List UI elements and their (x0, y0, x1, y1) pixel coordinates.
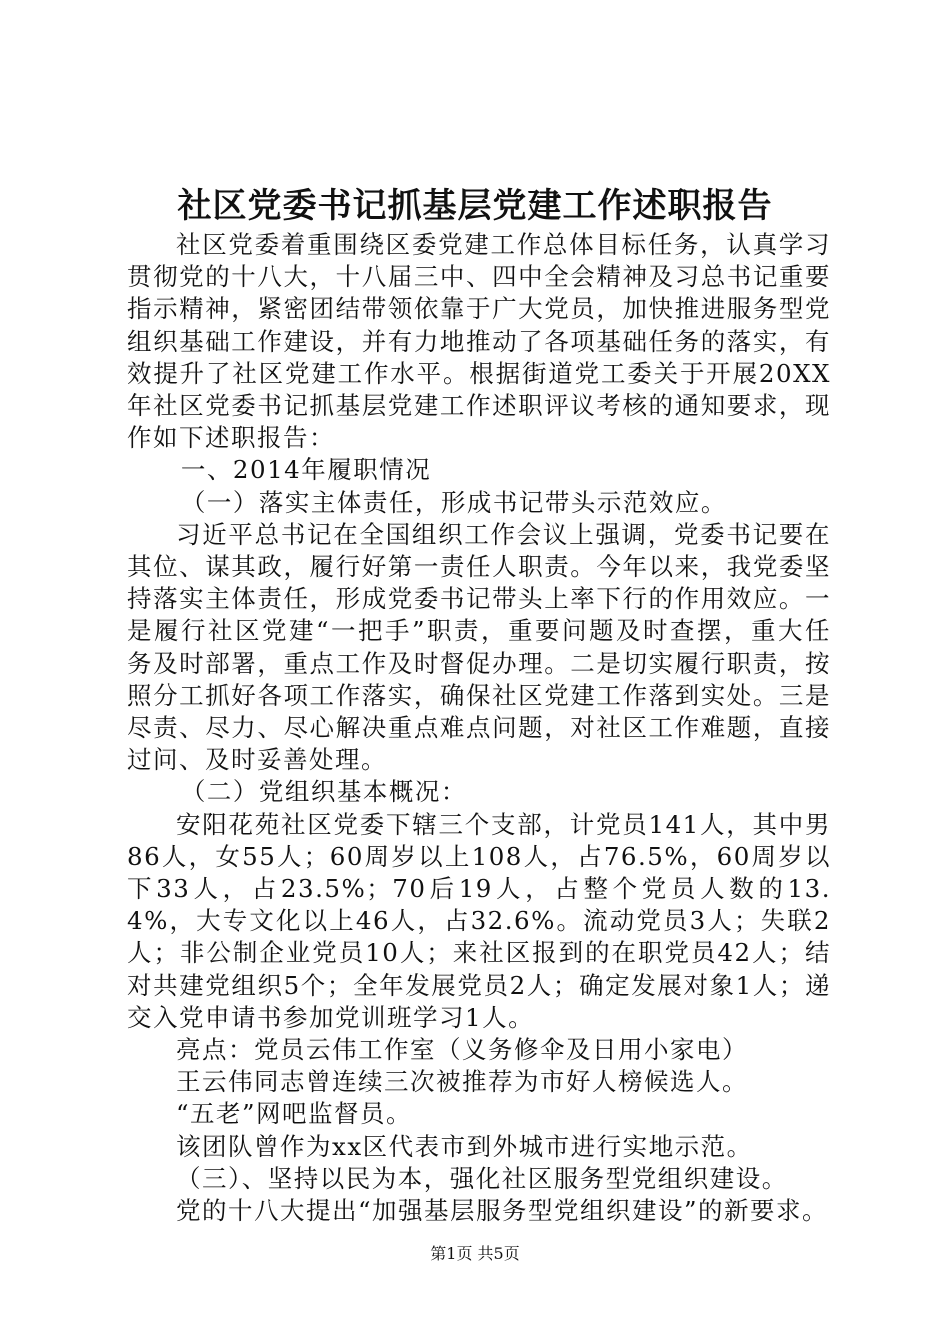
responsibility-paragraph: 习近平总书记在全国组织工作会议上强调，党委书记要在其位、谋其政，履行好第一责任人职责。今年以来，我党委坚持落实主体责任，形成党委书记带头上率下行的作用效应。一是履行社区党建“一把手”职责，重要问题及时查摆，重大任务及时部署，重点工作及时督促办理。二是切实履行职责，按照分工抓好各项工作落实，确保社区党建工作落到实处。三是尽责、尽力、尽心解决重点难点问题，对社区工作难题，直接过问、及时妥善处理。 (127, 519, 831, 775)
highlight-line: 亮点：党员云伟工作室（义务修伞及日用小家电） (176, 1035, 748, 1065)
subsection-heading-2: （二）党组织基本概况： (180, 777, 467, 807)
highlight-line: 该团队曾作为xx区代表市到外城市进行实地示范。 (176, 1131, 753, 1161)
page-number-footer: 第1页 共5页 (430, 1244, 520, 1263)
intro-paragraph: 社区党委着重围绕区委党建工作总体目标任务，认真学习贯彻党的十八大，十八届三中、四中全会精神及习总书记重要指示精神，紧密团结带领依靠于广大党员，加快推进服务型党组织基础工作建设，并有力地推动了各项基础任务的落实，有效提升了社区党建工作水平。根据街道党工委关于开展20XX年社区党委书记抓基层党建工作述职评议考核的通知要求，现作如下述职报告： (127, 230, 831, 453)
document-body (127, 229, 831, 1227)
subsection-heading-3: （三）、坚持以民为本，强化社区服务型党组织建设。 (176, 1163, 788, 1193)
document-title: 社区党委书记抓基层党建工作述职报告 (177, 186, 773, 226)
closing-paragraph: 党的十八大提出“加强基层服务型党组织建设”的新要求。 (176, 1196, 829, 1226)
overview-paragraph: 安阳花苑社区党委下辖三个支部，计党员141人，其中男86人，女55人；60周岁以上108人，占76.5%，60周岁以下33人，占23.5%；70后19人，占整个党员人数的13.4%，大专文化以上46人，占32.6%。流动党员3人；失联2人；非公制企业党员10人；来社区报到的在职党员42人；结对共建党组织5个；全年发展党员2人；确定发展对象1人；递交入党申请书参加党训班学习1人。 (127, 809, 831, 1032)
highlight-line: 王云伟同志曾连续三次被推荐为市好人榜候选人。 (176, 1067, 748, 1097)
section-heading-1: 一、2014年履职情况 (180, 455, 432, 485)
subsection-heading-1: （一）落实主体责任，形成书记带头示范效应。 (180, 487, 727, 517)
highlight-line: “五老”网吧监督员。 (176, 1099, 413, 1129)
